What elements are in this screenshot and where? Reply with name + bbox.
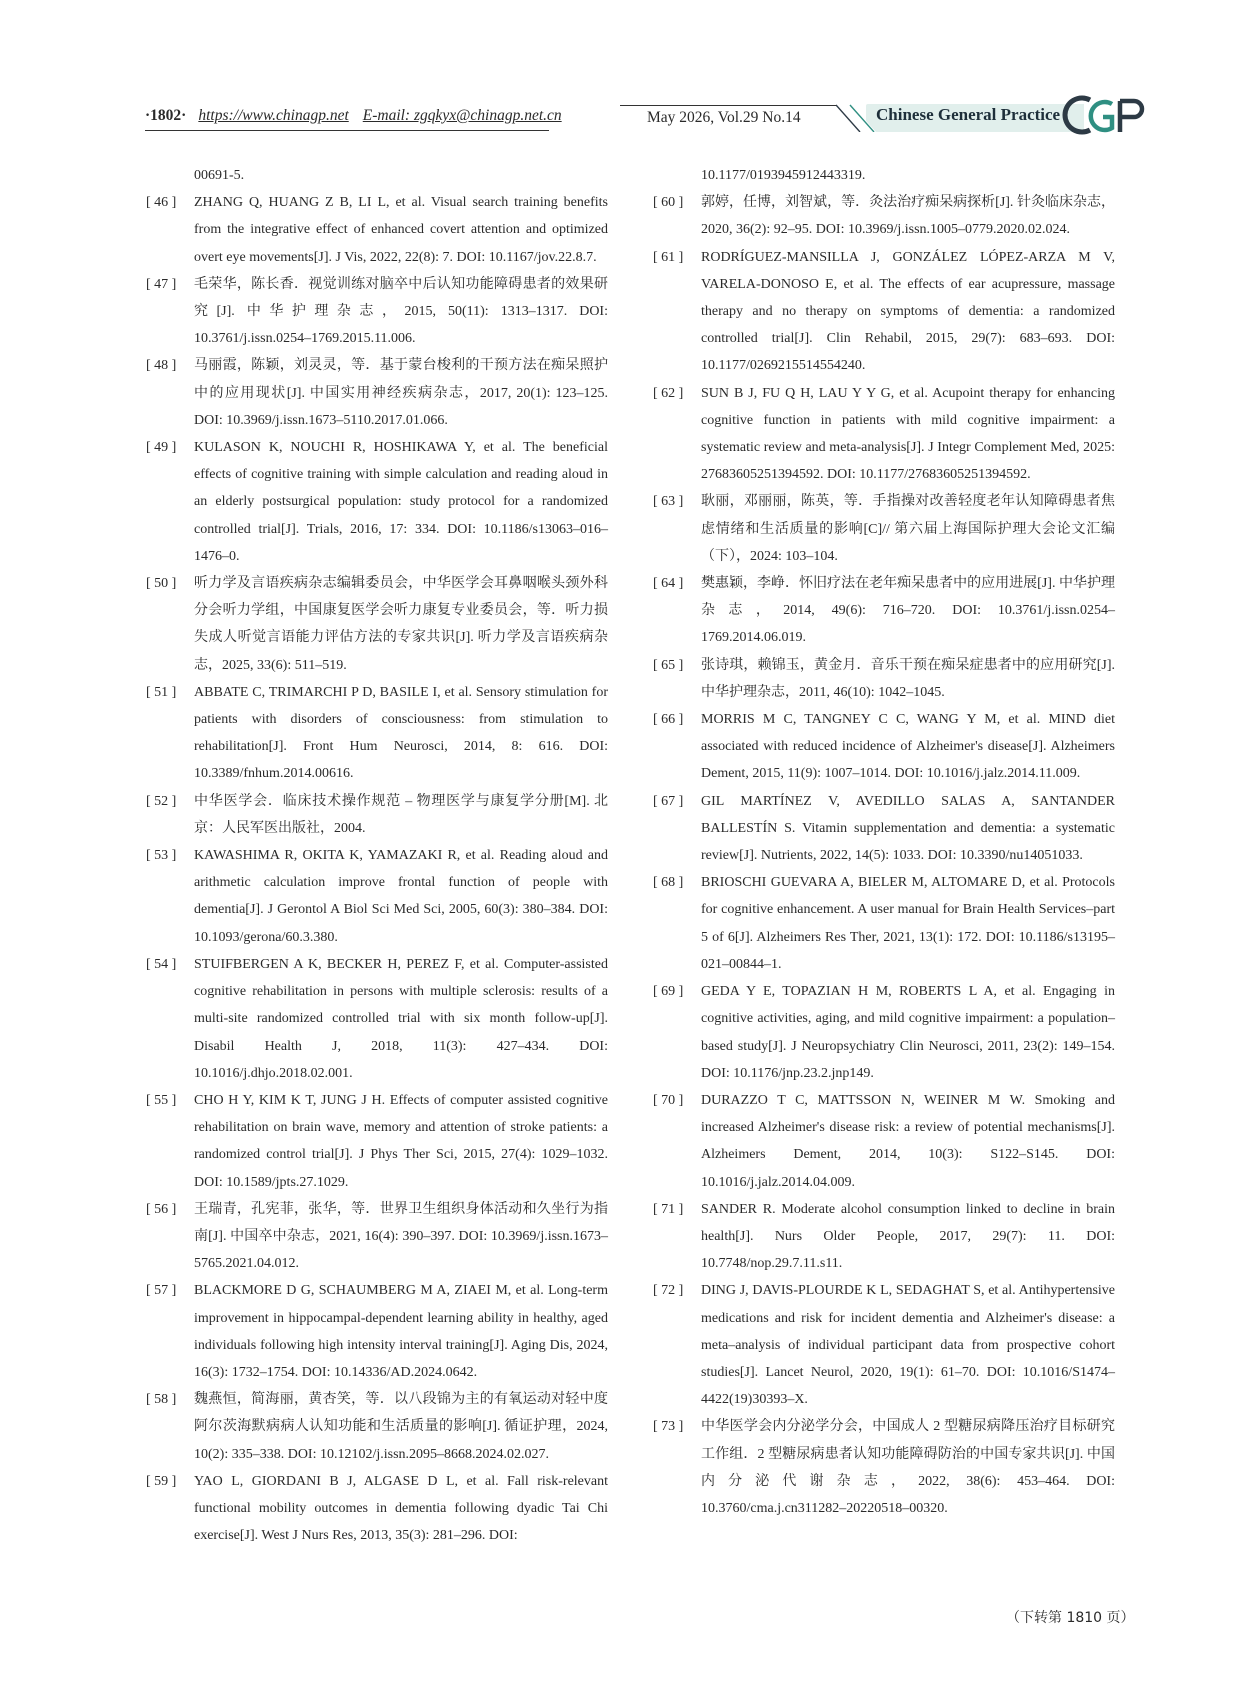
reference-text: 听力学及言语疾病杂志编辑委员会，中华医学会耳鼻咽喉头颈外科分会听力学组，中国康复医学会听力康复专业委员会，等．听力损失成人听觉言语能力评估方法的专家共识[J]. 听力学及言语疾病杂志，2025, 33(6): 511–519.: [194, 576, 608, 673]
reference-text: MORRIS M C, TANGNEY C C, WANG Y M, et al. MIND diet associated with reduced incidence of Alzheimer's disease[J]. Alzheimers Dement, 2015, 11(9): 1007–1014. DOI: 10.1016/j.jalz.2014.11.009.: [701, 712, 1115, 782]
reference-number: [ 59 ]: [146, 1473, 177, 1489]
reference-continuation: 00691-5.: [194, 168, 245, 183]
reference-item: [653, 1413, 1115, 1522]
reference-item: [146, 1277, 608, 1386]
reference-number: [ 51 ]: [146, 684, 177, 700]
reference-item: [653, 869, 1115, 978]
header-rule-middle: [620, 105, 852, 106]
reference-text: ABBATE C, TRIMARCHI P D, BASILE I, et al. Sensory stimulation for patients with disorders of consciousness: from stimulation to rehabilitation[J]. Front Hum Neurosci, 2014, 8: 616. DOI: 10.3389/fnhum.2014.00616.: [194, 684, 608, 782]
reference-number: [ 52 ]: [146, 793, 177, 809]
reference-text: RODRÍGUEZ-MANSILLA J, GONZÁLEZ LÓPEZ-ARZA M V, VARELA-DONOSO E, et al. The effects of ear acupressure, massage therapy and no therapy on symptoms of dementia: a randomized controlled trial[J]. Clin Rehabil, 2015, 29(7): 683–693. DOI: 10.1177/0269215514554240.: [701, 249, 1115, 374]
reference-text: GIL MARTÍNEZ V, AVEDILLO SALAS A, SANTANDER BALLESTÍN S. Vitamin supplementation and dementia: a systematic review[J]. Nutrients, 2022, 14(5): 1033. DOI: 10.3390/nu14051033.: [701, 793, 1115, 864]
reference-number: [ 50 ]: [146, 576, 177, 592]
reference-text: 樊惠颖，李峥．怀旧疗法在老年痴呆患者中的应用进展[J]. 中华护理杂志，2014, 49(6): 716–720. DOI: 10.3761/j.issn.0254–1769.2014.06.019.: [701, 576, 1115, 646]
reference-item: [146, 1386, 608, 1468]
reference-number: [ 68 ]: [653, 875, 684, 891]
reference-continuation: 10.1177/0193945912443319.: [701, 168, 866, 183]
reference-text: BLACKMORE D G, SCHAUMBERG M A, ZIAEI M, et al. Long-term improvement in hippocampal-dependent learning ability in healthy, aged individuals following high intensity interval training[J]. Aging Dis, 2024, 16(3): 1732–1754. DOI: 10.14336/AD.2024.0642.: [194, 1283, 608, 1380]
reference-number: [ 63 ]: [653, 494, 684, 510]
reference-text: DURAZZO T C, MATTSSON N, WEINER M W. Smoking and increased Alzheimer's disease risk: a review of potential mechanisms[J]. Alzheimers Dement, 2014, 10(3): S122–S145. DOI: 10.1016/j.jalz.2014.04.009.: [701, 1092, 1115, 1190]
reference-text: 耿丽，邓丽丽，陈英，等．手指操对改善轻度老年认知障碍患者焦虑情绪和生活质量的影响[C]// 第六届上海国际护理大会论文汇编（下），2024: 103–104.: [701, 494, 1115, 564]
reference-text: GEDA Y E, TOPAZIAN H M, ROBERTS L A, et al. Engaging in cognitive activities, aging, and mild cognitive impairment: a population–based study[J]. J Neuropsychiatry Clin Neurosci, 2011, 23(2): 149–154. DOI: 10.1176/jnp.23.2.jnp149.: [701, 984, 1115, 1081]
page-number: ·1802·: [145, 107, 187, 124]
reference-text: KAWASHIMA R, OKITA K, YAMAZAKI R, et al. Reading aloud and arithmetic calculation improve frontal function of people with dementia[J]. J Gerontol A Biol Sci Med Sci, 2005, 60(3): 380–384. DOI: 10.1093/gerona/60.3.380.: [194, 848, 608, 945]
reference-number: [ 73 ]: [653, 1419, 684, 1435]
reference-item: [146, 189, 608, 271]
reference-item: [146, 1087, 608, 1196]
reference-item: [146, 788, 608, 842]
reference-number: [ 58 ]: [146, 1392, 177, 1408]
reference-number: [ 47 ]: [146, 276, 177, 292]
reference-text: 中华医学会内分泌学分会，中国成人 2 型糖尿病降压治疗目标研究工作组．2 型糖尿病患者认知功能障碍防治的中国专家共识[J]. 中国内分泌代谢杂志，2022, 38(6): 453–464. DOI: 10.3760/cma.j.cn311282–20220518–00320.: [701, 1419, 1115, 1516]
reference-number: [ 55 ]: [146, 1092, 177, 1108]
reference-item: [146, 434, 608, 570]
right-column: [653, 162, 1115, 1522]
reference-text: 毛荣华，陈长香．视觉训练对脑卒中后认知功能障碍患者的效果研究[J]. 中华护理杂志，2015, 50(11): 1313–1317. DOI: 10.3761/j.issn.0254–1769.2015.11.006.: [194, 276, 608, 347]
reference-item: [653, 244, 1115, 380]
reference-item: [653, 488, 1115, 570]
reference-item: [653, 978, 1115, 1087]
reference-number: [ 56 ]: [146, 1201, 177, 1217]
reference-item: [653, 706, 1115, 788]
journal-email-link[interactable]: E-mail: zgqkyx@chinagp.net.cn: [362, 107, 562, 124]
reference-number: [ 53 ]: [146, 848, 177, 864]
reference-text: KULASON K, NOUCHI R, HOSHIKAWA Y, et al. The beneficial effects of cognitive training with simple calculation and reading aloud in an elderly postsurgical population: study protocol for a randomized controlled trial[J]. Trials, 2016, 17: 334. DOI: 10.1186/s13063–016–1476–0.: [194, 440, 608, 564]
reference-item: [653, 1196, 1115, 1278]
reference-item: [146, 352, 608, 434]
reference-number: [ 70 ]: [653, 1092, 684, 1108]
reference-text: BRIOSCHI GUEVARA A, BIELER M, ALTOMARE D, et al. Protocols for cognitive enhancement. A user manual for Brain Health Services–part 5 of 6[J]. Alzheimers Res Ther, 2021, 13(1): 172. DOI: 10.1186/s13195–021–00844–1.: [701, 875, 1115, 972]
reference-number: [ 64 ]: [653, 576, 684, 592]
reference-number: [ 61 ]: [653, 249, 684, 265]
issue-info: May 2026, Vol.29 No.14: [647, 109, 801, 126]
reference-item: [653, 1087, 1115, 1196]
reference-text: ZHANG Q, HUANG Z B, LI L, et al. Visual search training benefits from the integrative effect of enhanced covert attention and optimized overt eye movements[J]. J Vis, 2022, 22(8): 7. DOI: 10.1167/jov.22.8.7.: [194, 195, 608, 265]
reference-text: SANDER R. Moderate alcohol consumption linked to decline in brain health[J]. Nurs Older People, 2017, 29(7): 11. DOI: 10.7748/nop.29.7.11.s11.: [701, 1201, 1115, 1272]
reference-item: [653, 189, 1115, 243]
reference-text: 王瑞青，孔宪菲，张华，等．世界卫生组织身体活动和久坐行为指南[J]. 中国卒中杂志，2021, 16(4): 390–397. DOI: 10.3969/j.issn.1673–5765.2021.04.012.: [194, 1201, 608, 1272]
reference-item: [653, 380, 1115, 489]
reference-number: [ 71 ]: [653, 1201, 684, 1217]
reference-text: SUN B J, FU Q H, LAU Y Y G, et al. Acupoint therapy for enhancing cognitive function in patients with mild cognitive impairment: a systematic review and meta-analysis[J]. J Integr Complement Med, 2025: 27683605251394592. DOI: 10.1177/27683605251394592.: [701, 385, 1115, 483]
reference-text: DING J, DAVIS-PLOURDE K L, SEDAGHAT S, et al. Antihypertensive medications and risk for incident dementia and Alzheimer's disease: a meta–analysis of individual participant data from prospective cohort studies[J]. Lancet Neurol, 2020, 19(1): 61–70. DOI: 10.1016/S1474–4422(19)30393–X.: [701, 1283, 1115, 1408]
reference-number: [ 65 ]: [653, 657, 684, 673]
header-left: [145, 107, 562, 125]
reference-text: 马丽霞，陈颖，刘灵灵，等．基于蒙台梭利的干预方法在痴呆照护中的应用现状[J]. 中国实用神经疾病杂志，2017, 20(1): 123–125. DOI: 10.3969/j.issn.1673–5110.2017.01.066.: [194, 358, 608, 428]
reference-number: [ 69 ]: [653, 984, 684, 1000]
reference-item: [653, 788, 1115, 870]
reference-text: YAO L, GIORDANI B J, ALGASE D L, et al. Fall risk-relevant functional mobility outcomes in dementia following dyadic Tai Chi exercise[J]. West J Nurs Res, 2013, 35(3): 281–296. DOI:: [194, 1473, 608, 1544]
reference-number: [ 72 ]: [653, 1283, 684, 1299]
reference-text: 郭婷，任博，刘智斌，等．灸法治疗痴呆病探析[J]. 针灸临床杂志，2020, 36(2): 92–95. DOI: 10.3969/j.issn.1005–0779.2020.02.024.: [701, 195, 1115, 238]
reference-number: [ 67 ]: [653, 793, 684, 809]
cgp-logo-icon: [1060, 92, 1152, 138]
reference-text: 魏燕恒，简海丽，黄杏笑，等．以八段锦为主的有氧运动对轻中度阿尔茨海默病病人认知功能和生活质量的影响[J]. 循证护理，2024, 10(2): 335–338. DOI: 10.12102/j.issn.2095–8668.2024.02.027.: [194, 1392, 608, 1462]
continued-on-page-note: （下转第 1810 页）: [1006, 1610, 1135, 1626]
reference-item: [146, 1468, 608, 1550]
reference-item: [146, 271, 608, 353]
header-rule-left: [145, 130, 549, 131]
left-column: [146, 162, 608, 1549]
reference-item: [146, 679, 608, 788]
reference-text: 张诗琪，赖锦玉，黄金月．音乐干预在痴呆症患者中的应用研究[J]. 中华护理杂志，2011, 46(10): 1042–1045.: [701, 657, 1115, 700]
reference-text: 中华医学会．临床技术操作规范 – 物理医学与康复学分册[M]. 北京：人民军医出版社，2004.: [194, 793, 608, 836]
reference-number: [ 62 ]: [653, 385, 684, 401]
reference-item: [146, 570, 608, 679]
journal-name: Chinese General Practice: [876, 105, 1061, 124]
reference-number: [ 66 ]: [653, 712, 684, 728]
page-header: [0, 92, 1247, 132]
reference-item: [146, 842, 608, 951]
reference-number: [ 49 ]: [146, 440, 177, 456]
reference-number: [ 60 ]: [653, 195, 684, 211]
reference-number: [ 46 ]: [146, 195, 177, 211]
reference-item: [653, 1277, 1115, 1413]
reference-item: [653, 570, 1115, 652]
header-slash-decoration: [836, 98, 880, 132]
reference-item: [146, 951, 608, 1087]
reference-item: [146, 1196, 608, 1278]
reference-item: [653, 652, 1115, 706]
journal-url-link[interactable]: https://www.chinagp.net: [198, 107, 349, 124]
reference-number: [ 54 ]: [146, 956, 177, 972]
reference-number: [ 57 ]: [146, 1283, 177, 1299]
reference-number: [ 48 ]: [146, 358, 177, 374]
reference-text: STUIFBERGEN A K, BECKER H, PEREZ F, et al. Computer-assisted cognitive rehabilitation in persons with multiple sclerosis: results of a multi-site randomized controlled trial with six month follow-up[J]. Disabil Health J, 2018, 11(3): 427–434. DOI: 10.1016/j.dhjo.2018.02.001.: [194, 956, 608, 1081]
reference-text: CHO H Y, KIM K T, JUNG J H. Effects of computer assisted cognitive rehabilitation on brain wave, memory and attention of stroke patients: a randomized control trial[J]. J Phys Ther Sci, 2015, 27(4): 1029–1032. DOI: 10.1589/jpts.27.1029.: [194, 1092, 608, 1190]
